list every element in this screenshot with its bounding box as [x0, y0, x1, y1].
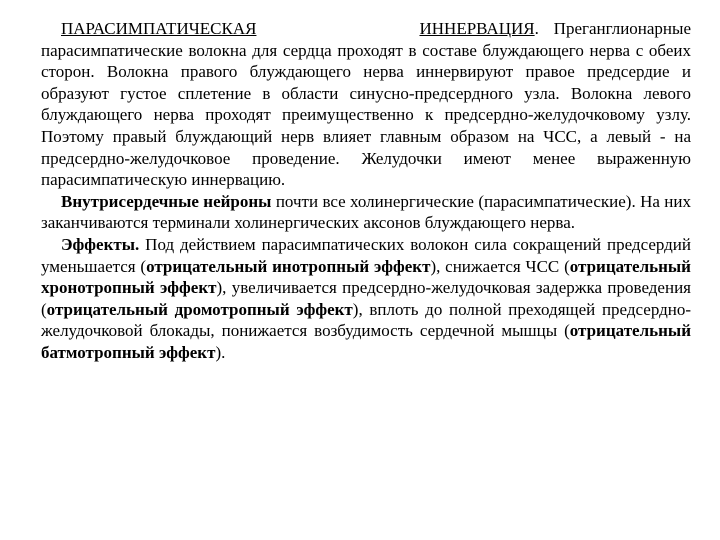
- paragraph-text: почти все холинергические (парасимпатические). На них заканчиваются терминали холинергических аксонов блуждающего нерва.: [41, 191, 691, 233]
- effects-text-3: ), увеличивается предсердно-желудочковая задержка проведения (: [41, 278, 691, 319]
- paragraph-intracardiac-neurons: [41, 191, 691, 234]
- effect-chronotropic: отрицательный хронотропный эффект: [41, 256, 691, 298]
- document-body: [41, 18, 691, 364]
- paragraph-text: . Преганглионарные парасимпатические волокна для сердца проходят в составе блуждающего нерва с обеих сторон. Волокна правого блуждающего нерва иннервируют правое предсердие и образуют густое сплетение в области синусно-предсердного узла. Волокна левого блуждающего нерва проходят преимущественно к предсердно-желудочковому узлу. Поэтому правый блуждающий нерв влияет главным образом на ЧСС, а левый - на предсердно-желудочковое проведение. Желудочки имеют менее выраженную парасимпатическую иннервацию.: [41, 19, 692, 190]
- bold-lead-neurons: Внутрисердечные нейроны: [61, 191, 272, 211]
- effects-text-5: ).: [215, 342, 226, 362]
- effect-bathmotropic: отрицательный батмотропный эффект: [41, 321, 691, 362]
- heading-part-1: ПАРАСИМПАТИЧЕСКАЯ: [61, 19, 257, 38]
- effects-text-4: ), вплоть до полной преходящей предсердно-желудочковой блокады, понижается возбудимость сердечной мышцы (: [41, 299, 692, 341]
- paragraph-effects: [41, 234, 691, 364]
- paragraph-parasympathetic-innervation: [41, 18, 691, 191]
- heading-part-2: ИННЕРВАЦИЯ: [419, 19, 535, 38]
- effect-dromotropic: отрицательный дромотропный эффект: [46, 299, 353, 319]
- effect-inotropic: отрицательный инотропный эффект: [146, 256, 431, 276]
- effects-text-2: ), снижается ЧСС (: [430, 256, 570, 276]
- effects-text-1: Под действием парасимпатических волокон сила сокращений предсердий уменьшается (: [41, 234, 691, 276]
- bold-lead-effects: Эффекты.: [61, 234, 140, 254]
